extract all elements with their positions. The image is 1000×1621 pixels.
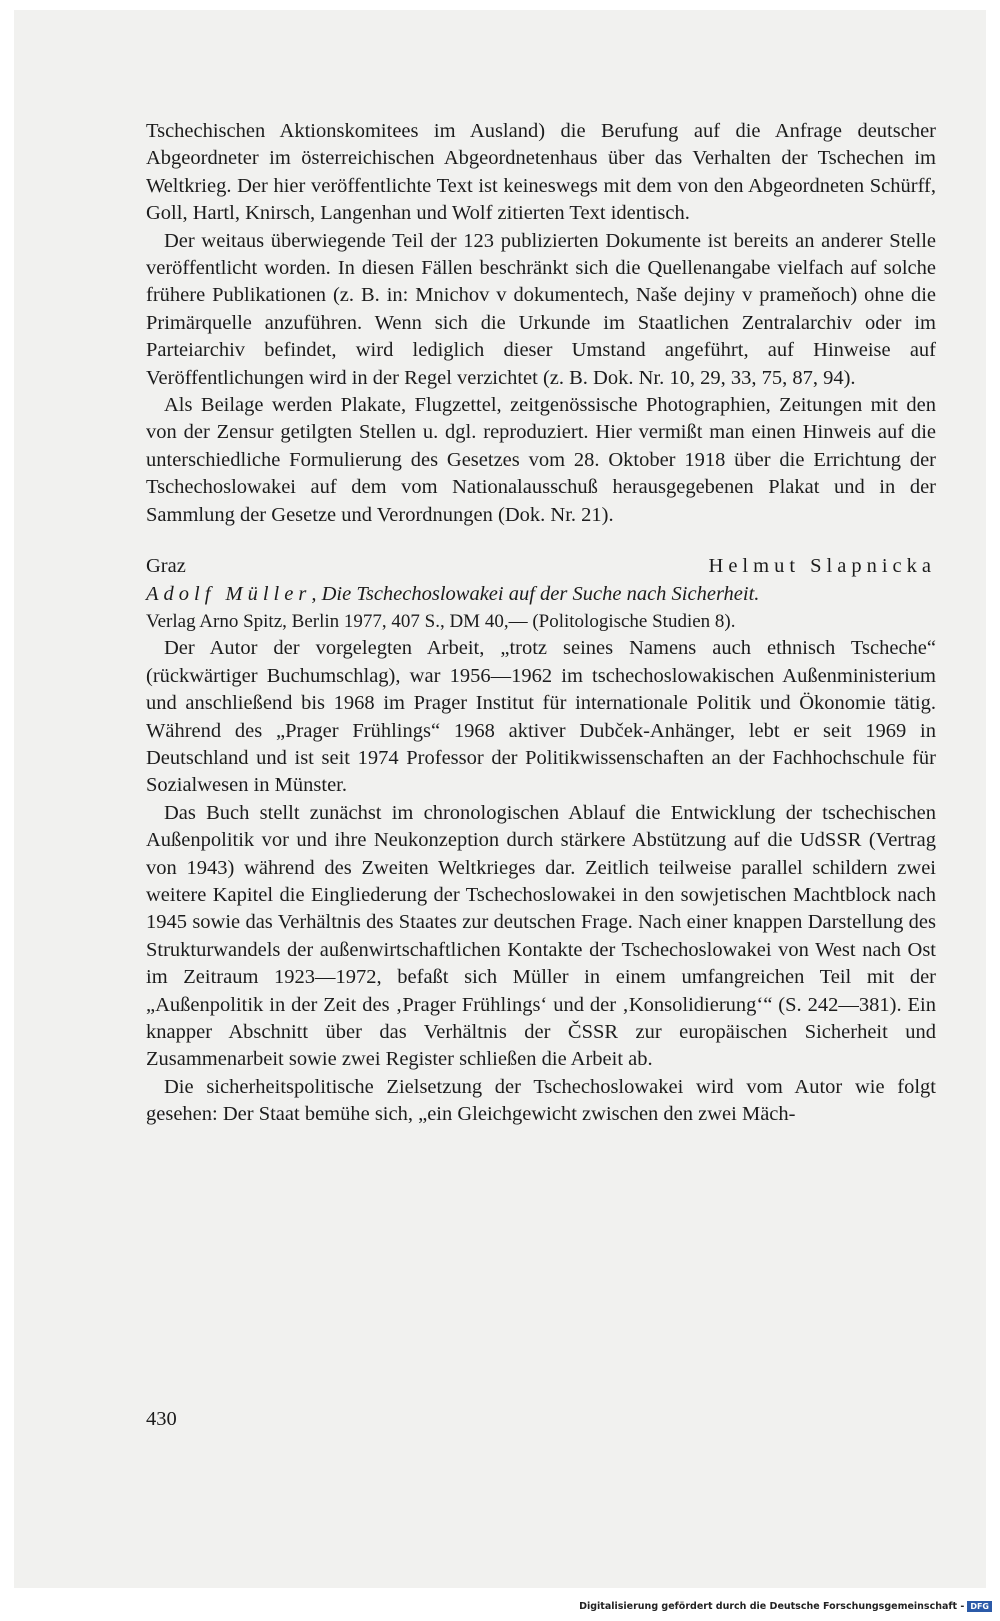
review-title: , Die Tschechoslowakei auf der Suche nach Sicherheit. (311, 582, 760, 605)
paragraph: Als Beilage werden Plakate, Flugzettel, zeitgenössische Photographien, Zeitungen mit den von der Zensur getilgten Stellen u. dgl. reproduziert. Hier vermißt man einen Hinweis auf die unterschiedliche Formulierung des Gesetzes vom 28. Oktober 1918 über die Errichtung der Tschechoslowakei auf dem vom Nationalausschuß herausgegebenen Plakat und in der Sammlung der Gesetze und Verordnungen (Dok. Nr. 21). (146, 394, 936, 526)
signature-line (146, 553, 936, 580)
review-author: Adolf Müller (146, 582, 312, 605)
digitization-footer (579, 1601, 992, 1612)
signature-author: Helmut Slapnicka (708, 555, 936, 578)
review-publication: Verlag Arno Spitz, Berlin 1977, 407 S., DM 40,— (Politologische Studien 8). (146, 610, 736, 632)
signature-place: Graz (146, 555, 186, 578)
paragraph: Die sicherheitspolitische Zielsetzung der Tschechoslowakei wird vom Autor wie folgt gesehen: Der Staat bemühe sich, „ein Gleichgewicht zwischen den zwei Mäch- (146, 1075, 936, 1126)
paragraph: Das Buch stellt zunächst im chronologischen Ablauf die Entwicklung der tschechischen Außenpolitik vor und ihre Neukonzeption durch stärkere Abstützung auf die UdSSR (Vertrag von 1943) während des Zweiten Weltkrieges dar. Zeitlich teilweise parallel schildern zwei weitere Kapitel die Eingliederung der Tschechoslowakei in den sowjetischen Machtblock nach 1945 sowie das Verhältnis des Staates zur deutschen Frage. Nach einer knappen Darstellung des Strukturwandels der außenwirtschaftlichen Kontakte der Tschechoslowakei von West nach Ost im Zeitraum 1923—1972, befaßt sich Müller in einem umfangreichen Teil mit der „Außenpolitik in der Zeit des ‚Prager Frühlings‘ und der ‚Konsolidierung‘“ (S. 242—381). Ein knapper Abschnitt über das Verhältnis der ČSSR zur europäischen Sicherheit und Zusammenarbeit sowie zwei Register schließen die Arbeit ab. (146, 801, 936, 1071)
dfg-logo: DFG (967, 1601, 992, 1612)
paragraph: Der Autor der vorgelegten Arbeit, „trotz seines Namens auch ethnisch Tscheche“ (rückwärtiger Buchumschlag), war 1956—1962 im tschechoslowakischen Außenministerium und anschließend bis 1968 im Prager Institut für internationale Politik und Ökonomie tätig. Während des „Prager Frühlings“ 1968 aktiver Dubček-Anhänger, lebt er seit 1969 in Deutschland und ist seit 1974 Professor der Politikwissenschaften an der Fachhochschule für Sozialwesen in Münster. (146, 637, 936, 797)
paragraph: Der weitaus überwiegende Teil der 123 publizierten Dokumente ist bereits an anderer Stelle veröffentlicht worden. In diesen Fällen beschränkt sich die Quellenangabe vielfach auf solche frühere Publikationen (z. B. in: Mnichov v dokumentech, Naše dejiny v prameňoch) ohne die Primärquelle anzuführen. Wenn sich die Urkunde im Staatlichen Zentralarchiv oder im Parteiarchiv befindet, wird lediglich dieser Umstand angeführt, auf Hinweise auf Veröffentlichungen wird in der Regel verzichtet (z. B. Dok. Nr. 10, 29, 33, 75, 87, 94). (146, 229, 936, 389)
footer-text: Digitalisierung gefördert durch die Deutsche Forschungsgemeinschaft - (579, 1601, 965, 1612)
review-heading (146, 581, 936, 608)
paragraph-continuation: Tschechischen Aktionskomitees im Ausland) die Berufung auf die Anfrage deutscher Abgeordneter im österreichischen Abgeordnetenhaus über das Verhalten der Tschechen im Weltkrieg. Der hier veröffentlichte Text ist keineswegs mit dem von den Abgeordneten Schürff, Goll, Hartl, Knirsch, Langenhan und Wolf zitierten Text identisch. (146, 120, 936, 225)
page-text (146, 118, 936, 1129)
page-number: 430 (146, 1408, 177, 1430)
